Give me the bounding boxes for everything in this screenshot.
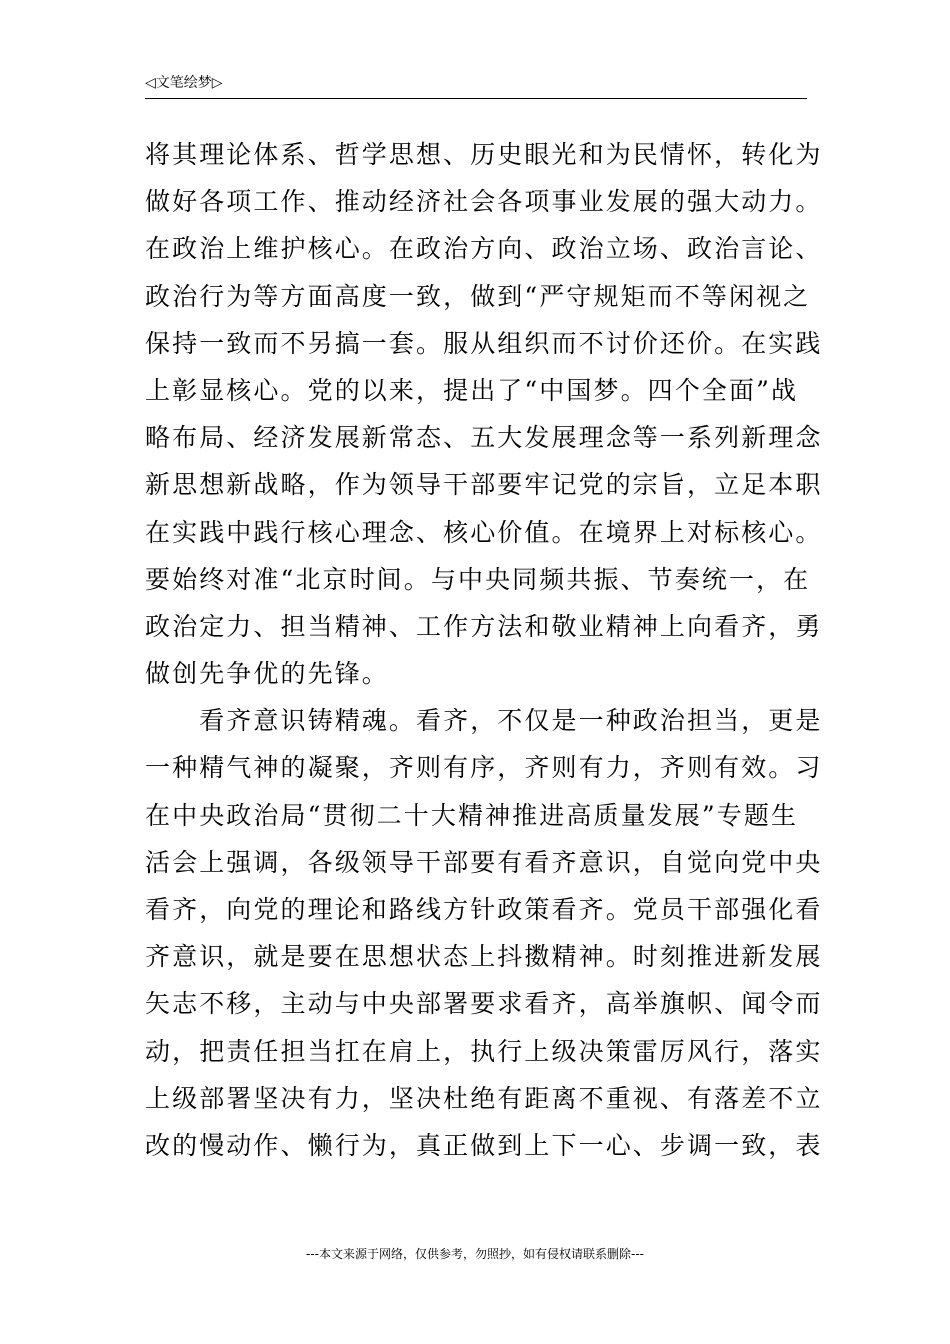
document-body: [145, 131, 823, 1169]
text-line: 保持一致而不另搞一套。服从组织而不讨价还价。在实践: [145, 328, 823, 358]
text-line: 新思想新战略，作为领导干部要牢记党的宗旨，立足本职: [145, 470, 823, 500]
footer-disclaimer: ---本文来源于网络，仅供参考，勿照抄，如有侵权请联系删除---: [306, 1247, 644, 1261]
header-title: ◁文笔绘梦▷: [145, 75, 223, 91]
text-line: 上彰显核心。党的以来，提出了“中国梦。四个全面”战: [145, 375, 799, 405]
text-line: 一种精气神的凝聚，齐则有序，齐则有力，齐则有效。习: [145, 753, 823, 783]
text-line: 做好各项工作、推动经济社会各项事业发展的强大动力。: [145, 187, 823, 217]
text-line: 做创先争优的先锋。: [145, 659, 389, 689]
text-line: 略布局、经济发展新常态、五大发展理念等一系列新理念: [145, 423, 823, 453]
text-line: 将其理论体系、哲学思想、历史眼光和为民情怀，转化为: [145, 140, 823, 169]
text-line: 矢志不移，主动与中央部署要求看齐，高举旗帜、闻令而: [145, 989, 823, 1019]
text-line: 齐意识，就是要在思想状态上抖擞精神。时刻推进新发展: [145, 942, 823, 972]
text-line: 政治行为等方面高度一致，做到“严守规矩而不等闲视之: [145, 281, 811, 311]
text-line: 看齐，向党的理论和路线方针政策看齐。党员干部强化看: [145, 895, 823, 924]
text-line: 政治定力、担当精神、工作方法和敬业精神上向看齐，勇: [145, 611, 823, 641]
page-footer: [0, 1246, 950, 1262]
text-line: 看齐意识铸精魂。看齐，不仅是一种政治担当，更是: [145, 706, 823, 736]
text-line: 上级部署坚决有力，坚决杜绝有距离不重视、有落差不立: [145, 1083, 823, 1113]
text-line: 活会上强调，各级领导干部要有看齐意识，自觉向党中央: [145, 847, 823, 877]
text-line: 在中央政治局“贯彻二十大精神推进高质量发展”专题生: [145, 800, 799, 830]
text-line: 改的慢动作、懒行为，真正做到上下一心、步调一致，表: [145, 1130, 823, 1160]
text-line: 在实践中践行核心理念、核心价值。在境界上对标核心。: [145, 517, 823, 547]
page-header: [145, 72, 807, 99]
text-line: 在政治上维护核心。在政治方向、政治立场、政治言论、: [145, 234, 823, 264]
text-line: 动，把责任担当扛在肩上，执行上级决策雷厉风行，落实: [145, 1036, 823, 1066]
text-line: 要始终对准“北京时间。与中央同频共振、节奏统一，在: [145, 564, 811, 594]
